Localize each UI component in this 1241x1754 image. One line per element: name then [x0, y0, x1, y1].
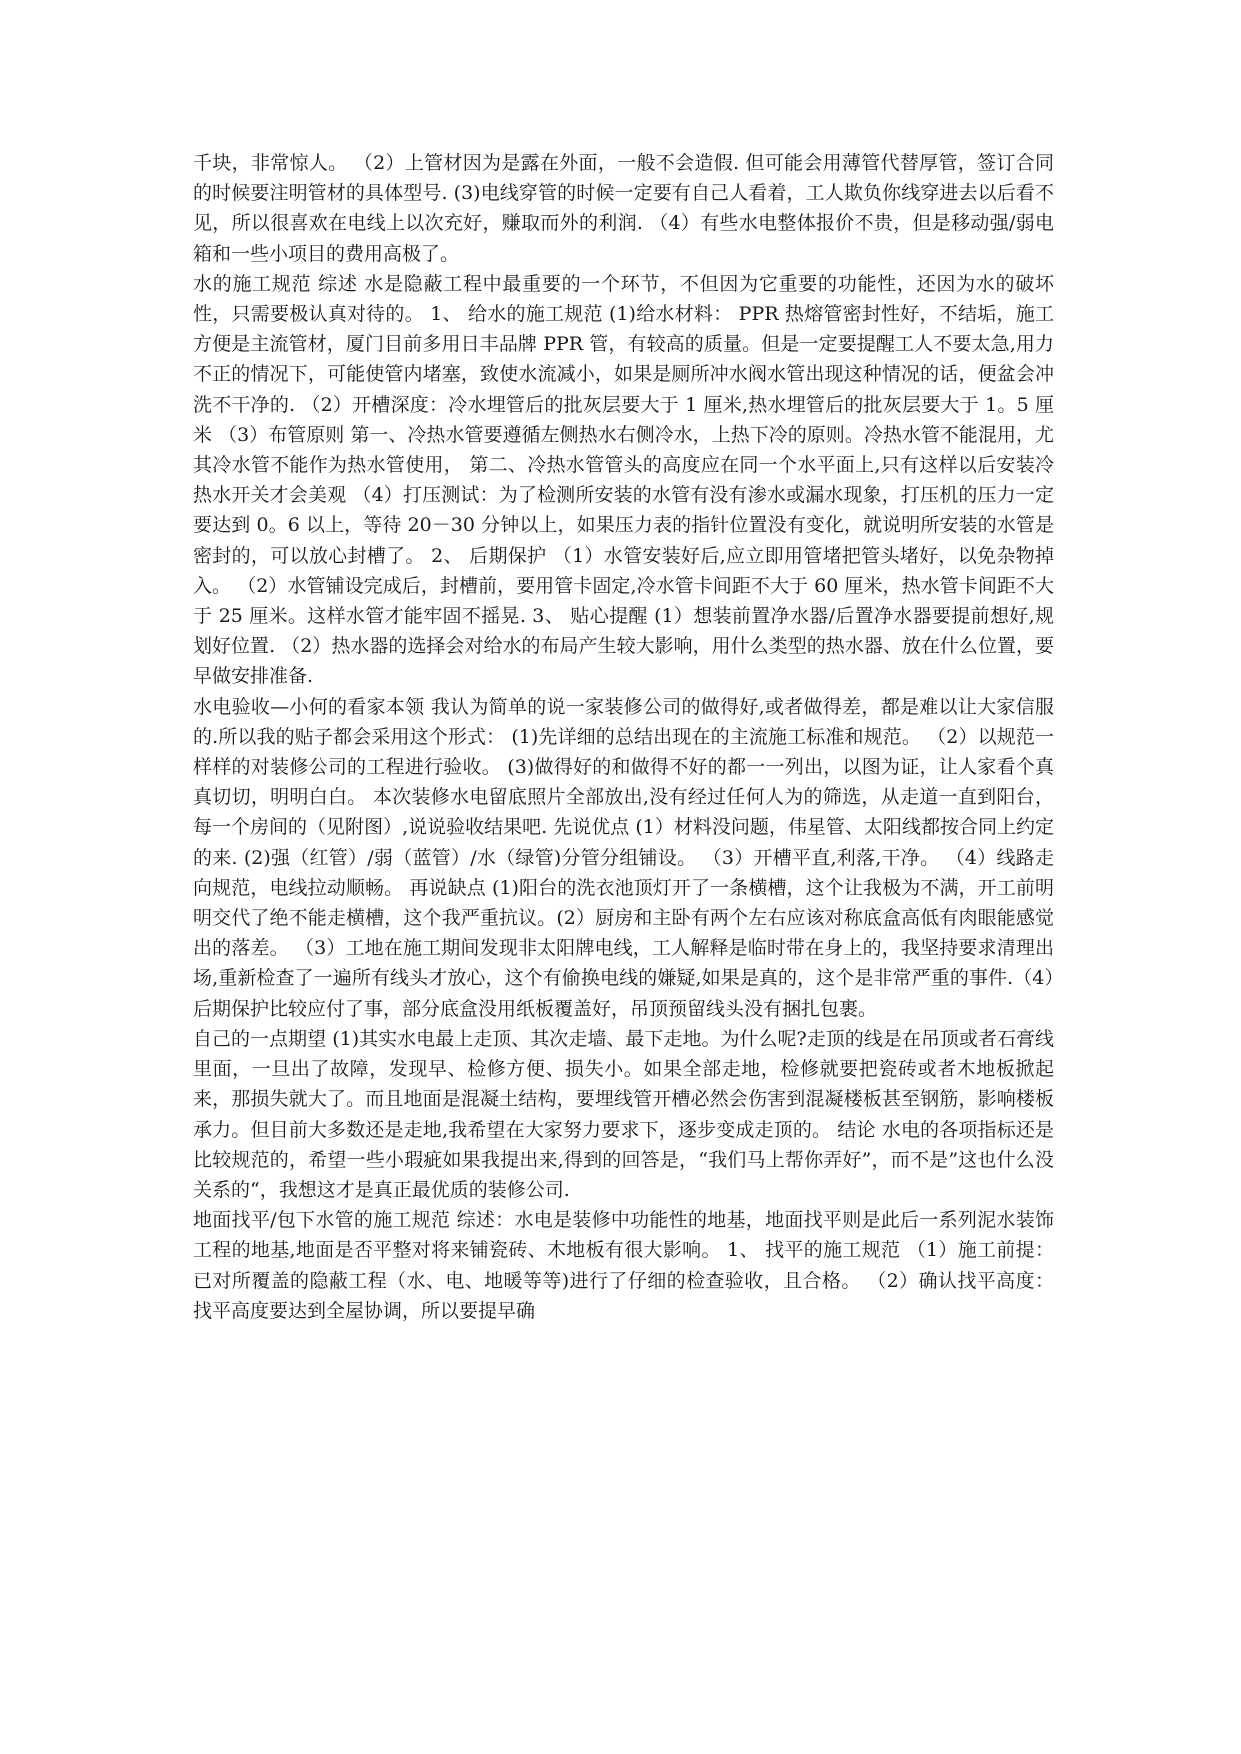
- paragraph-plumbing-electrical-inspection: 水电验收—小何的看家本领 我认为简单的说一家装修公司的做得好,或者做得差，都是难以让大家信服的.所以我的贴子都会采用这个形式： (1)先详细的总结出现在的主流施工标准和规范。 （2）以规范一样样的对装修公司的工程进行验收。 (3)做得好的和做得不好的都一一列出，以图为证，让人家看个真真切切，明明白白。 本次装修水电留底照片全部放出,没有经过任何人为的筛选，从走道一直到阳台，每一个房间的（见附图）,说说验收结果吧. 先说优点 (1）材料没问题，伟星管、太阳线都按合同上约定的来. (2)强（红管）/弱（蓝管）/水（绿管)分管分组铺设。 （3）开槽平直,利落,干净。 （4）线路走向规范，电线拉动顺畅。 再说缺点 (1)阳台的洗衣池顶灯开了一条横槽，这个让我极为不满，开工前明明交代了绝不能走横槽，这个我严重抗议。(2）厨房和主卧有两个左右应该对称底盒高低有肉眼能感觉出的落差。 （3）工地在施工期间发现非太阳牌电线，工人解释是临时带在身上的，我坚持要求清理出场,重新检查了一遍所有线头才放心，这个有偷换电线的嫌疑,如果是真的，这个是非常严重的事件.（4）后期保护比较应付了事，部分底盒没用纸板覆盖好，吊顶预留线头没有捆扎包裹。: [193, 695, 1054, 1020]
- paragraph-personal-expectation: 自己的一点期望 (1)其实水电最上走顶、其次走墙、最下走地。为什么呢?走顶的线是在吊顶或者石膏线里面，一旦出了故障，发现早、检修方便、损失小。如果全部走地，检修就要把瓷砖或者木地板掀起来，那损失就大了。而且地面是混凝土结构，要埋线管开槽必然会伤害到混凝楼板甚至钢筋，影响楼板承力。但目前大多数还是走地,我希望在大家努力要求下，逐步变成走顶的。 结论 水电的各项指标还是比较规范的，希望一些小瑕疵如果我提出来,得到的回答是，“我们马上帮你弄好”，而不是”这也什么没关系的“，我想这才是真正最优质的装修公司.: [193, 1027, 1054, 1201]
- paragraph-floor-leveling-standard: 地面找平/包下水管的施工规范 综述：水电是装修中功能性的地基，地面找平则是此后一系列泥水装饰工程的地基,地面是否平整对将来铺瓷砖、木地板有很大影响。 1、 找平的施工规范 （1）施工前提：已对所覆盖的隐蔽工程（水、电、地暖等等)进行了仔细的检查验收，且合格。 （2）确认找平高度：找平高度要达到全屋协调，所以要提早确: [193, 1209, 1054, 1322]
- document-page: [193, 148, 1054, 1326]
- paragraph-water-construction-standard: 水的施工规范 综述 水是隐蔽工程中最重要的一个环节，不但因为它重要的功能性，还因为水的破坏性，只需要极认真对待的。 1、 给水的施工规范 (1)给水材料： PPR 热熔管密封性好，不结垢，施工方便是主流管材，厦门目前多用日丰品牌 PPR 管，有较高的质量。但是一定要提醒工人不要太急,用力不正的情况下，可能使管内堵塞，致使水流减小，如果是厕所冲水阀水管出现这种情况的话，便盆会冲洗不干净的. （2）开槽深度：冷水埋管后的批灰层要大于 1 厘米,热水埋管后的批灰层要大于 1。5 厘米 （3）布管原则 第一、冷热水管要遵循左侧热水右侧冷水，上热下冷的原则。冷热水管不能混用，尤其冷水管不能作为热水管使用， 第二、冷热水管管头的高度应在同一个水平面上,只有这样以后安装冷热水开关才会美观 （4）打压测试：为了检测所安装的水管有没有渗水或漏水现象，打压机的压力一定要达到 0。6 以上，等待 20－30 分钟以上，如果压力表的指针位置没有变化，就说明所安装的水管是密封的，可以放心封槽了。 2、 后期保护 （1）水管安装好后,应立即用管堵把管头堵好，以免杂物掉入。 （2）水管铺设完成后，封槽前，要用管卡固定,冷水管卡间距不大于 60 厘米，热水管卡间距不大于 25 厘米。这样水管才能牢固不摇晃. 3、 贴心提醒 (1）想装前置净水器/后置净水器要提前想好,规划好位置. （2）热水器的选择会对给水的布局产生较大影响，用什么类型的热水器、放在什么位置，要早做安排准备.: [193, 272, 1054, 688]
- paragraph-cost-warning: 千块，非常惊人。 （2）上管材因为是露在外面，一般不会造假. 但可能会用薄管代替厚管，签订合同的时候要注明管材的具体型号. (3)电线穿管的时候一定要有自己人看着，工人欺负你线穿进去以后看不见，所以很喜欢在电线上以次充好，赚取而外的利润. （4）有些水电整体报价不贵，但是移动强/弱电箱和一些小项目的费用高极了。: [193, 152, 1054, 265]
